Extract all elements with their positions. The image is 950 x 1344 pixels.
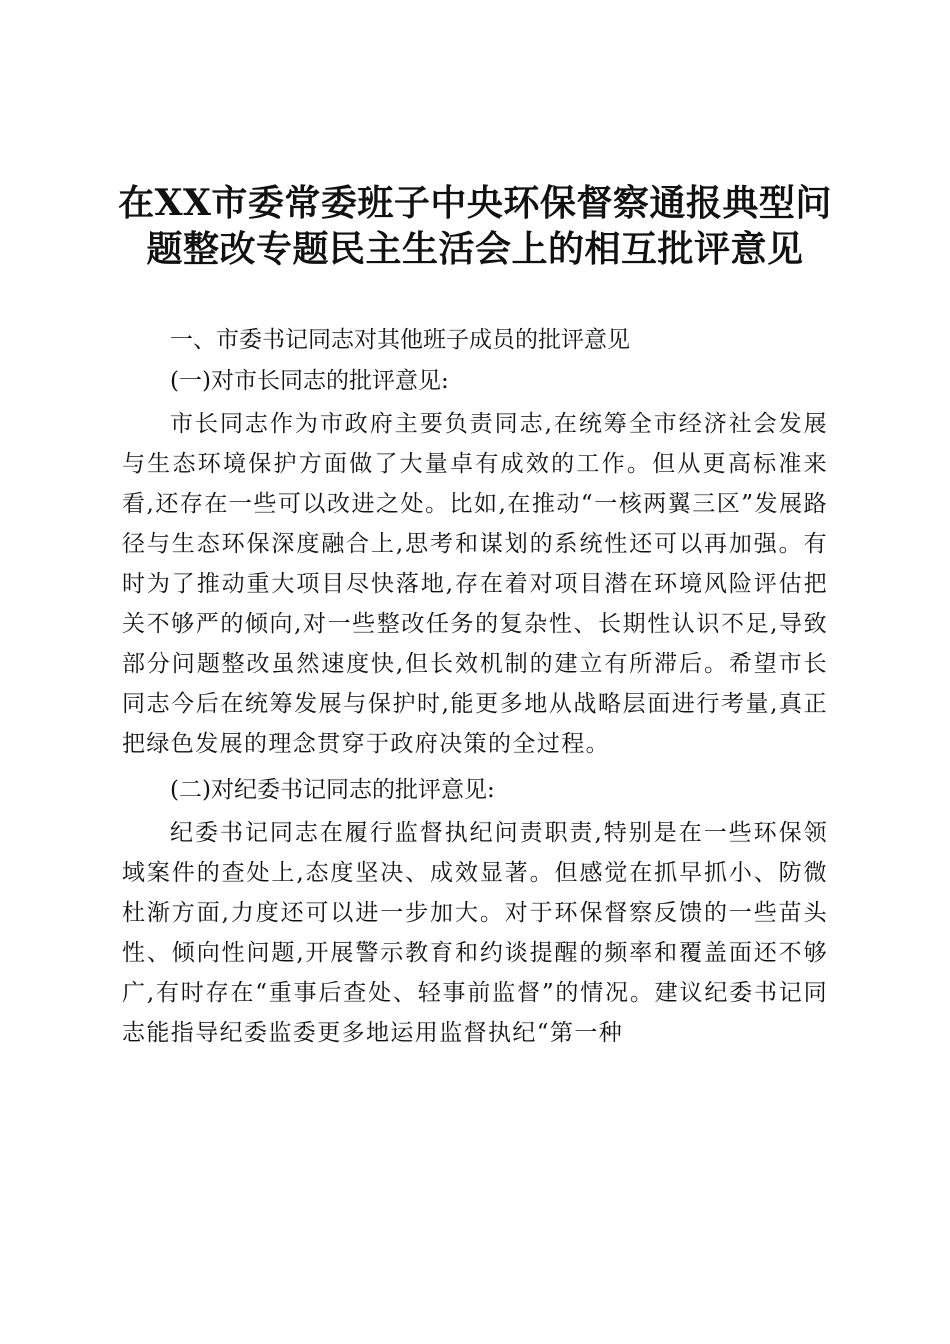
document-title-line-1: 在XX市委常委班子中央环保督察通报典型问 xyxy=(118,182,832,224)
document-title-line-2: 题整改专题民主生活会上的相互批评意见 xyxy=(146,228,804,270)
subsection-heading-2: (二)对纪委书记同志的批评意见: xyxy=(170,777,495,803)
document-title xyxy=(100,180,850,272)
document-body xyxy=(122,322,828,1061)
paragraph-mayor-criticism: 市长同志作为市政府主要负责同志,在统筹全市经济社会发展与生态环境保护方面做了大量卓有成效的工作。但从更高标准来看,还存在一些可以改进之处。比如,在推动“一核两翼三区”发展路径与生态环保深度融合上,思考和谋划的系统性还可以再加强。有时为了推动重大项目尽快落地,存在着对项目潜在环境风险评估把关不够严的倾向,对一些整改任务的复杂性、长期性认识不足,导致部分问题整改虽然速度快,但长效机制的建立有所滞后。希望市长同志今后在统筹发展与保护时,能更多地从战略层面进行考量,真正把绿色发展的理念贯穿于政府决策的全过程。 xyxy=(122,411,828,757)
paragraph-discipline-secretary-criticism: 纪委书记同志在履行监督执纪问责职责,特别是在一些环保领域案件的查处上,态度坚决、成效显著。但感觉在抓早抓小、防微杜渐方面,力度还可以进一步加大。对于环保督察反馈的一些苗头性、倾向性问题,开展警示教育和约谈提醒的频率和覆盖面还不够广,有时存在“重事后查处、轻事前监督”的情况。建议纪委书记同志能指导纪委监委更多地运用监督执纪“第一种 xyxy=(122,820,828,1046)
subsection-heading-1: (一)对市长同志的批评意见: xyxy=(170,368,449,394)
section-heading: 一、市委书记同志对其他班子成员的批评意见 xyxy=(170,327,630,353)
